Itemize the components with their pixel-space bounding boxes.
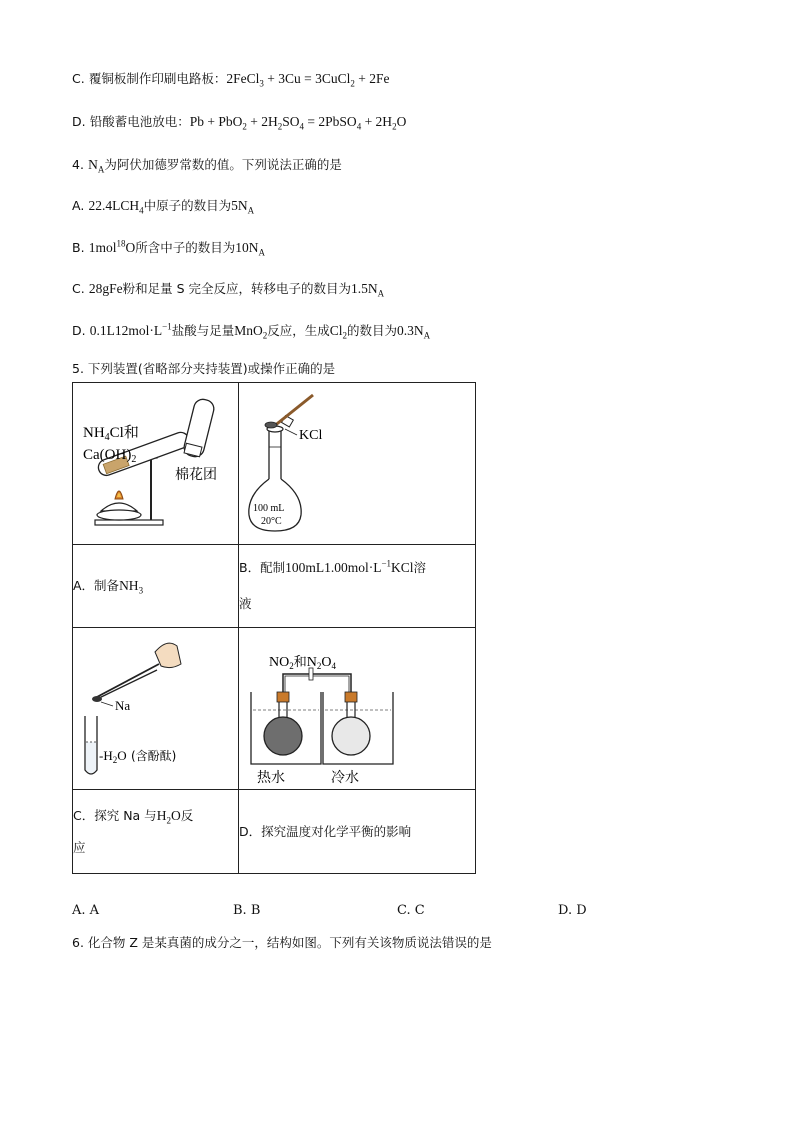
svg-text:NH4Cl和: $NH_4Cl$和	[83, 425, 139, 443]
fig-c-phenolphthalein-label: (含酚酞)	[131, 749, 177, 763]
figure-b-cell	[239, 383, 476, 545]
q5-stem: 5. 下列装置(省略部分夹持装置)或操作正确的是	[72, 361, 336, 376]
figure-d-cell	[239, 628, 476, 790]
fig-c-na-label: Na	[115, 698, 131, 713]
svg-text:Ca(OH)2: $Ca(OH)_2$	[83, 447, 137, 465]
q3-option-c: C. 覆铜板制作印刷电路板：2FeCl$_3$ + 3Cu = 3CuCl$_2$ + 2Fe	[72, 71, 390, 89]
fig-a-cotton-label: 棉花团	[175, 467, 217, 483]
q6-stem: 6. 化合物 Z 是某真菌的成分之一，结构如图。下列有关该物质说法错误的是	[72, 935, 492, 950]
figure-a-nh3-apparatus	[73, 383, 238, 540]
answer-option-a[interactable]: A. A	[72, 903, 100, 918]
fig-a-caoh2-label: Ca(OH)	[83, 447, 132, 463]
fig-d-cold-water-label: 冷水	[331, 770, 359, 785]
q4-option-d: D. $0.1L12mol\cdot L^{-1}$盐酸与足量MnO$_2$反应，生成$Cl_2$的数目为$0.3N_A$	[72, 321, 431, 341]
figure-c-na-water	[73, 628, 238, 785]
answer-option-d[interactable]: D. D	[558, 903, 587, 918]
fig-c-water-label: $-H_2O$	[99, 748, 127, 765]
caption-a: A．制备$NH_3$	[73, 545, 239, 628]
caption-b: B．配制$100mL1.00mol\cdot L^{-1}KCl$溶 液	[239, 545, 476, 628]
caption-c: C．探究 Na 与$H_2O$反 应	[73, 790, 239, 874]
q4-option-c: C. 28gFe粉和足量 S 完全反应，转移电子的数目为$1.5N_A$	[72, 281, 385, 299]
q4-option-a: A. $22.4LCH_4$中原子的数目为$5N_A$	[72, 198, 255, 216]
fig-d-gas-label: $NO_2$和$N_2O_4$	[269, 655, 336, 671]
figure-a-cell	[73, 383, 239, 545]
q3-d-equation: $Pb + PbO_2 + 2H_2SO_4$ = 2PbSO$_4$ + $2H_2O$	[189, 114, 407, 132]
q4-option-b: B. 1mol$^{18}$O所含中子的数目为$10N_A$	[72, 238, 265, 258]
fig-d-hot-water-label: 热水	[257, 770, 285, 785]
fig-b-temp-label: 20°C	[261, 516, 282, 527]
fig-b-kcl-label: KCl	[299, 428, 323, 443]
q3-c-text: 覆铜板制作印刷电路板：	[88, 71, 227, 86]
figure-b-volumetric-flask	[239, 383, 475, 540]
q3-d-text: 铅酸蓄电池放电：	[89, 114, 190, 129]
q3-option-d: D. 铅酸蓄电池放电：$Pb + PbO_2 + 2H_2SO_4$ = 2PbSO$_4$ + $2H_2O$	[72, 114, 407, 132]
q4-na-symbol: $N_A$	[88, 157, 105, 175]
figure-c-cell	[73, 628, 239, 790]
q4-stem: 4. $N_A$为阿伏加德罗常数的值。下列说法正确的是	[72, 157, 342, 175]
fig-a-nh4cl-label: NH	[83, 425, 105, 441]
apparatus-table	[72, 382, 476, 874]
q3-c-equation: 2FeCl$_3$ + 3Cu = 3CuCl$_2$ + 2Fe	[226, 71, 390, 89]
answer-option-b[interactable]: B. B	[233, 903, 261, 918]
fig-b-volume-label: 100 mL	[253, 503, 285, 514]
figure-d-no2-n2o4	[239, 628, 475, 785]
caption-d: D．探究温度对化学平衡的影响	[239, 790, 476, 874]
answer-option-c[interactable]: C. C	[397, 903, 425, 918]
